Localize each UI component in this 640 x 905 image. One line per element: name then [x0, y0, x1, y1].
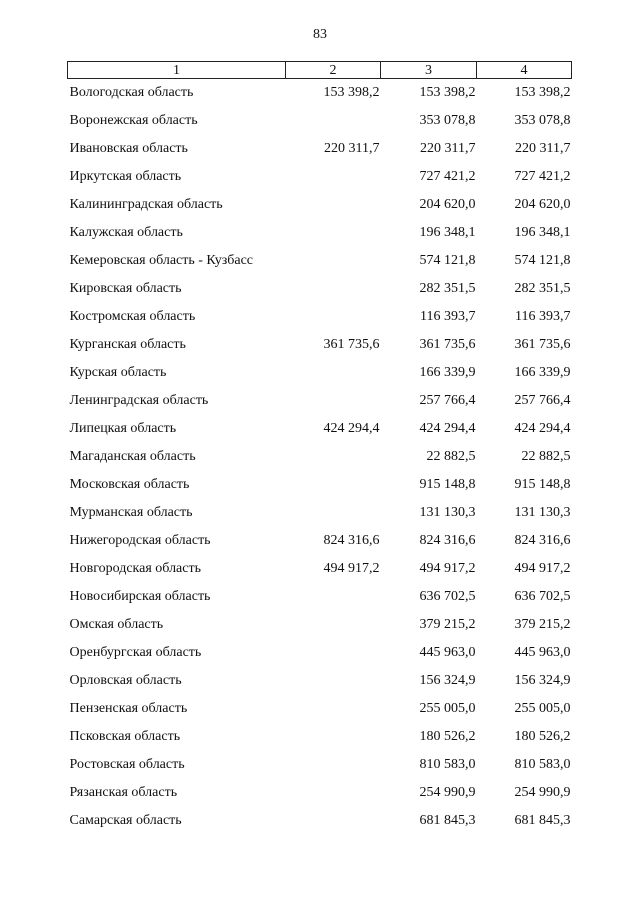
- column-2-value: [286, 359, 381, 387]
- column-4-value: 116 393,7: [515, 309, 571, 324]
- table-row: [68, 723, 572, 751]
- table-row: [68, 807, 572, 835]
- region-cell: Новгородская область: [69, 561, 201, 576]
- column-4-value: 156 324,9: [514, 673, 571, 688]
- region-cell: Московская область: [69, 477, 190, 492]
- column-4-value: 445 963,0: [514, 645, 571, 660]
- table-row: [68, 471, 572, 499]
- column-3-value: 379 215,2: [419, 617, 476, 632]
- table-row: [68, 135, 572, 163]
- column-2-value: 153 398,2: [323, 85, 380, 100]
- column-4-value: 166 339,9: [514, 365, 571, 380]
- table-row: [68, 275, 572, 303]
- table-row: [68, 527, 572, 555]
- column-4-value: 180 526,2: [514, 729, 571, 744]
- table-row: [68, 639, 572, 667]
- column-3-value: 156 324,9: [419, 673, 476, 688]
- table-row: [68, 443, 572, 471]
- column-header-2: 2: [286, 62, 381, 79]
- region-cell: Мурманская область: [69, 505, 193, 520]
- column-3-value: 257 766,4: [419, 393, 476, 408]
- column-2-value: [286, 667, 381, 695]
- region-cell: Вологодская область: [69, 85, 194, 100]
- column-4-value: 361 735,6: [514, 337, 571, 352]
- column-4-value: 424 294,4: [514, 421, 571, 436]
- region-cell: Ростовская область: [69, 757, 185, 772]
- column-2-value: [286, 499, 381, 527]
- column-2-value: [286, 163, 381, 191]
- column-3-value: 727 421,2: [419, 169, 476, 184]
- column-2-value: [286, 583, 381, 611]
- column-2-value: [286, 107, 381, 135]
- table-row: [68, 555, 572, 583]
- region-cell: Орловская область: [69, 673, 182, 688]
- column-2-value: [286, 247, 381, 275]
- column-2-value: [286, 723, 381, 751]
- column-3-value: 810 583,0: [419, 757, 476, 772]
- region-cell: Оренбургская область: [69, 645, 202, 660]
- table-row: [68, 611, 572, 639]
- region-cell: Ивановская область: [69, 141, 188, 156]
- table-row: [68, 387, 572, 415]
- table-row: [68, 359, 572, 387]
- column-header-3: 3: [381, 62, 477, 79]
- column-number-header-row: [68, 62, 572, 79]
- region-cell: Самарская область: [69, 813, 182, 828]
- column-3-value: 204 620,0: [419, 197, 476, 212]
- column-2-value: [286, 443, 381, 471]
- column-header-1: 1: [68, 62, 286, 79]
- column-3-value: 254 990,9: [419, 785, 476, 800]
- region-cell: Омская область: [69, 617, 164, 632]
- column-3-value: 255 005,0: [419, 701, 476, 716]
- column-2-value: [286, 807, 381, 835]
- column-2-value: [286, 639, 381, 667]
- column-4-value: 494 917,2: [514, 561, 571, 576]
- column-3-value: 424 294,4: [419, 421, 476, 436]
- column-3-value: 915 148,8: [419, 477, 476, 492]
- region-cell: Нижегородская область: [69, 533, 211, 548]
- region-cell: Курская область: [69, 365, 167, 380]
- column-4-value: 22 882,5: [521, 449, 571, 464]
- table-row: [68, 751, 572, 779]
- column-2-value: 824 316,6: [323, 533, 380, 548]
- table-row: [68, 107, 572, 135]
- column-2-value: [286, 387, 381, 415]
- table-row: [68, 163, 572, 191]
- column-4-value: 353 078,8: [514, 113, 571, 128]
- column-4-value: 636 702,5: [514, 589, 571, 604]
- column-3-value: 153 398,2: [419, 85, 476, 100]
- table-row: [68, 779, 572, 807]
- column-2-value: [286, 751, 381, 779]
- column-4-value: 824 316,6: [514, 533, 571, 548]
- column-2-value: 220 311,7: [324, 141, 380, 156]
- table-row: [68, 303, 572, 331]
- column-4-value: 681 845,3: [514, 813, 571, 828]
- region-cell: Калужская область: [69, 225, 183, 240]
- column-2-value: 424 294,4: [323, 421, 380, 436]
- column-4-value: 257 766,4: [514, 393, 571, 408]
- region-cell: Ленинградская область: [69, 393, 209, 408]
- column-3-value: 22 882,5: [426, 449, 476, 464]
- table-row: [68, 667, 572, 695]
- column-2-value: [286, 275, 381, 303]
- column-3-value: 166 339,9: [419, 365, 476, 380]
- table-row: [68, 191, 572, 219]
- data-table: [67, 61, 572, 835]
- region-cell: Костромская область: [69, 309, 196, 324]
- region-cell: Пензенская область: [69, 701, 188, 716]
- column-3-value: 116 393,7: [420, 309, 476, 324]
- column-4-value: 727 421,2: [514, 169, 571, 184]
- column-4-value: 379 215,2: [514, 617, 571, 632]
- table-row: [68, 79, 572, 108]
- table-body: [68, 79, 572, 836]
- column-2-value: [286, 695, 381, 723]
- region-cell: Кировская область: [69, 281, 182, 296]
- column-3-value: 494 917,2: [419, 561, 476, 576]
- region-cell: Калининградская область: [69, 197, 223, 212]
- column-2-value: [286, 303, 381, 331]
- column-4-value: 254 990,9: [514, 785, 571, 800]
- region-cell: Иркутская область: [69, 169, 182, 184]
- column-2-value: [286, 219, 381, 247]
- column-3-value: 353 078,8: [419, 113, 476, 128]
- table-row: [68, 499, 572, 527]
- column-3-value: 824 316,6: [419, 533, 476, 548]
- column-3-value: 220 311,7: [420, 141, 476, 156]
- column-3-value: 131 130,3: [419, 505, 476, 520]
- column-4-value: 196 348,1: [514, 225, 571, 240]
- column-3-value: 196 348,1: [419, 225, 476, 240]
- column-4-value: 574 121,8: [514, 253, 571, 268]
- column-3-value: 361 735,6: [419, 337, 476, 352]
- column-2-value: [286, 471, 381, 499]
- column-3-value: 180 526,2: [419, 729, 476, 744]
- column-4-value: 282 351,5: [514, 281, 571, 296]
- table-row: [68, 247, 572, 275]
- column-3-value: 636 702,5: [419, 589, 476, 604]
- column-2-value: 494 917,2: [323, 561, 380, 576]
- column-4-value: 204 620,0: [514, 197, 571, 212]
- column-2-value: [286, 779, 381, 807]
- region-cell: Кемеровская область - Кузбасс: [69, 253, 254, 268]
- column-2-value: [286, 611, 381, 639]
- column-4-value: 915 148,8: [514, 477, 571, 492]
- region-cell: Псковская область: [69, 729, 181, 744]
- column-3-value: 681 845,3: [419, 813, 476, 828]
- column-3-value: 574 121,8: [419, 253, 476, 268]
- column-header-4: 4: [477, 62, 572, 79]
- region-cell: Воронежская область: [69, 113, 198, 128]
- column-4-value: 220 311,7: [515, 141, 571, 156]
- region-cell: Рязанская область: [69, 785, 178, 800]
- column-2-value: 361 735,6: [323, 337, 380, 352]
- page-number: 83: [313, 27, 327, 42]
- column-4-value: 153 398,2: [514, 85, 571, 100]
- column-4-value: 255 005,0: [514, 701, 571, 716]
- column-2-value: [286, 191, 381, 219]
- region-cell: Курганская область: [69, 337, 186, 352]
- table-row: [68, 695, 572, 723]
- table-row: [68, 415, 572, 443]
- table-row: [68, 583, 572, 611]
- column-4-value: 131 130,3: [514, 505, 571, 520]
- column-4-value: 810 583,0: [514, 757, 571, 772]
- table-row: [68, 331, 572, 359]
- column-3-value: 282 351,5: [419, 281, 476, 296]
- column-3-value: 445 963,0: [419, 645, 476, 660]
- table-row: [68, 219, 572, 247]
- region-cell: Магаданская область: [69, 449, 196, 464]
- region-cell: Липецкая область: [69, 421, 177, 436]
- region-cell: Новосибирская область: [69, 589, 211, 604]
